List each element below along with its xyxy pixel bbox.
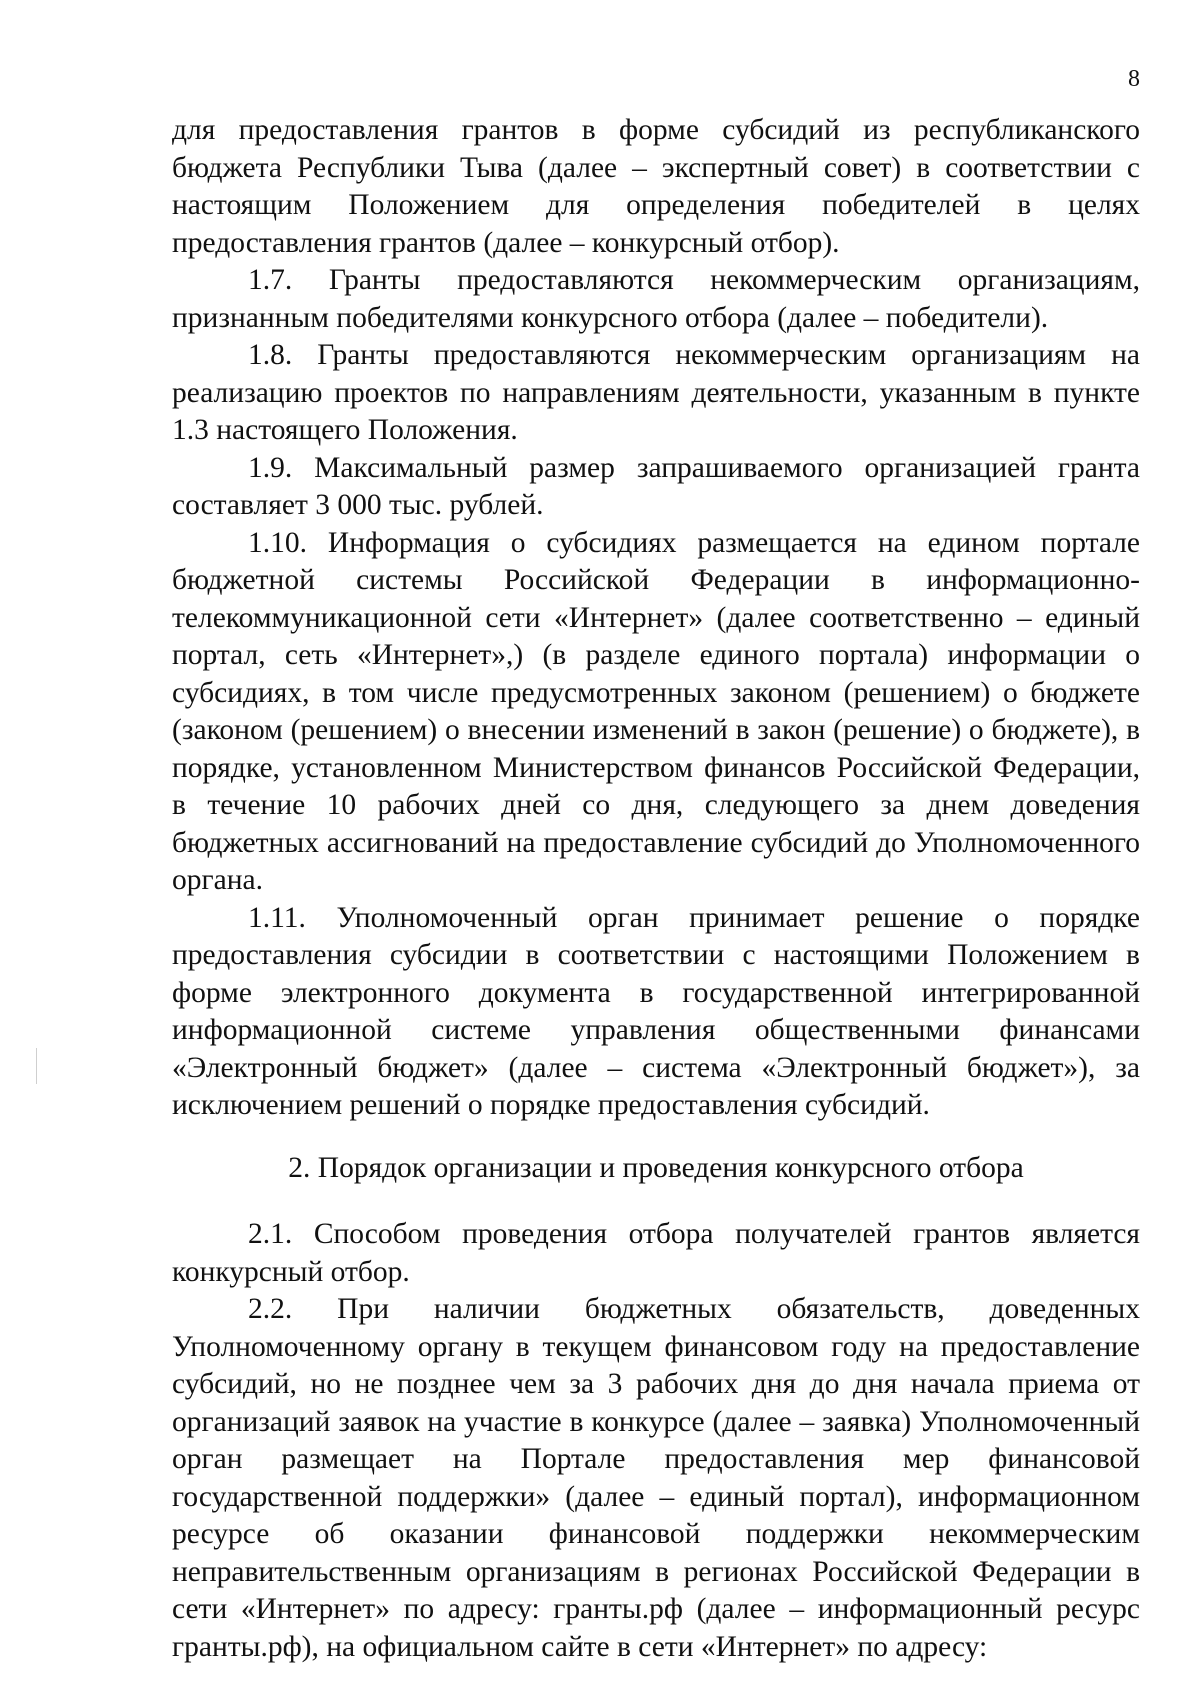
scan-margin-mark bbox=[36, 1048, 37, 1084]
page-number: 8 bbox=[1128, 66, 1140, 92]
paragraph-2-2: 2.2. При наличии бюджетных обязательств, доведенных Уполномоченному органу в текущем финансовом году на предоставление субсидий, но не позднее чем за 3 рабочих дня до дня начала приема от организаций заявок на участие в конкурсе (далее – заявка) Уполномоченный орган размещает на Портале предоставления мер финансовой государственной поддержки» (далее – единый портал), информационном ресурсе об оказании финансовой поддержки некоммерческим неправительственным организациям в регионах Российской Федерации в сети «Интернет» по адресу: гранты.рф (далее – информационный ресурс гранты.рф), на официальном сайте в сети «Интернет» по адресу: bbox=[172, 1293, 1140, 1663]
paragraph-1-9: 1.9. Максимальный размер запрашиваемого организацией гранта составляет 3 000 тыс. рублей. bbox=[172, 451, 1140, 521]
paragraph-1-10: 1.10. Информация о субсидиях размещается на едином портале бюджетной системы Российской Федерации в информационно-телекоммуникационной сети «Интернет» (далее соответственно – единый портал, сеть «Интернет»,) (в разделе единого портала) информации о субсидиях, в том числе предусмотренных законом (решением) о бюджете (законом (решением) о внесении изменений в закон (решение) о бюджете), в порядке, установленном Министерством финансов Российской Федерации, в течение 10 рабочих дней со дня, следующего за днем доведения бюджетных ассигнований на предоставление субсидий до Уполномоченного органа. bbox=[172, 526, 1140, 896]
paragraph-1-6-continuation: для предоставления грантов в форме субсидий из республиканского бюджета Республики Тыва (далее – экспертный совет) в соответствии с настоящим Положением для определения победителей в целях предоставления грантов (далее – конкурсный отбор). bbox=[172, 114, 1140, 259]
section-heading: 2. Порядок организации и проведения конкурсного отбора bbox=[288, 1151, 1024, 1184]
paragraph-1-8: 1.8. Гранты предоставляются некоммерческим организациям на реализацию проектов по направлениям деятельности, указанным в пункте 1.3 настоящего Положения. bbox=[172, 339, 1140, 446]
document-body bbox=[172, 112, 1140, 1666]
paragraph-1-11: 1.11. Уполномоченный орган принимает решение о порядке предоставления субсидии в соответствии с настоящими Положением в форме электронного документа в государственной интегрированной информационной системе управления общественными финансами «Электронный бюджет» (далее – система «Электронный бюджет»), за исключением решений о порядке предоставления субсидий. bbox=[172, 901, 1140, 1121]
paragraph-2-1: 2.1. Способом проведения отбора получателей грантов является конкурсный отбор. bbox=[172, 1218, 1140, 1288]
paragraph-1-7: 1.7. Гранты предоставляются некоммерческим организациям, признанным победителями конкурсного отбора (далее – победители). bbox=[172, 264, 1140, 334]
